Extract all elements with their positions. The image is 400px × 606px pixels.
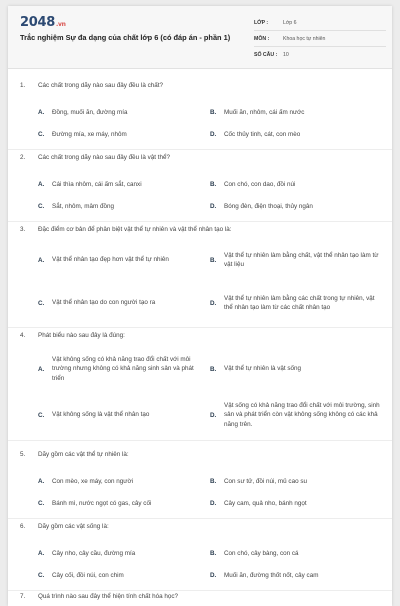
question-number: 6. [20, 523, 26, 530]
question-text: Đặc điểm cơ bản để phân biệt vật thể tự nhiên và vật thể nhân tạo là: [38, 226, 232, 233]
option-letter: A. [38, 181, 45, 189]
option-letter: B. [210, 365, 217, 373]
question-title [20, 226, 382, 233]
logo-main: 2048 [20, 15, 55, 30]
option-letter: C. [38, 500, 45, 508]
option-letter: A. [38, 256, 45, 264]
question-number: 5. [20, 451, 26, 458]
option-text: Vật không sống là vật thể nhân tạo [52, 411, 150, 419]
question-text: Các chất trong dãy nào sau đây đều là vật thể? [38, 154, 170, 161]
question-text: Quá trình nào sau đây thể hiện tính chất hóa học? [38, 593, 179, 600]
meta-label: SỐ CÂU : [254, 51, 278, 58]
option-a[interactable] [38, 549, 196, 558]
option-text: Vật thể tự nhiên là vật sống [224, 365, 302, 373]
meta-value: Khoa học tự nhiên [283, 35, 326, 42]
question-text: Các chất trong dãy nào sau đây đều là chất? [38, 82, 163, 89]
logo-suffix: .vn [55, 21, 66, 28]
question-number: 7. [20, 593, 26, 600]
option-c[interactable] [38, 130, 196, 139]
option-letter: D. [210, 299, 217, 307]
meta-value: Lớp 6 [283, 19, 297, 26]
option-letter: B. [210, 109, 217, 117]
meta-row-count [254, 47, 386, 62]
option-text: Con sư tử, đồi núi, mủ cao su [224, 478, 307, 485]
option-letter: B. [210, 181, 217, 189]
option-text: Bóng đèn, điện thoại, thủy ngân [224, 203, 313, 210]
question-title [20, 451, 382, 458]
option-text: Con mèo, xe máy, con người [52, 478, 134, 485]
option-letter: D. [210, 411, 217, 419]
worksheet-page [8, 6, 392, 606]
option-a[interactable] [38, 180, 196, 189]
option-d[interactable] [210, 284, 380, 322]
option-b[interactable] [210, 350, 380, 388]
question-divider [8, 518, 392, 519]
option-c[interactable] [38, 202, 196, 211]
meta-row-grade [254, 15, 386, 31]
option-d[interactable] [210, 499, 380, 508]
question-title [20, 332, 382, 339]
question-divider [8, 149, 392, 150]
option-letter: C. [38, 572, 45, 580]
option-letter: C. [38, 203, 45, 211]
question-number: 2. [20, 154, 26, 161]
question-text: Dãy gồm các vật sống là: [38, 523, 109, 530]
option-c[interactable] [38, 571, 196, 580]
option-text: Muối ăn, đường thốt nốt, cây cam [224, 572, 319, 579]
question-divider [8, 440, 392, 441]
option-c[interactable] [38, 284, 196, 322]
question-text: Dãy gồm các vật thể tự nhiên là: [38, 451, 129, 458]
option-text: Con chó, cây bàng, con cá [224, 550, 299, 557]
meta-label: MÔN : [254, 35, 270, 42]
option-letter: D. [210, 203, 217, 211]
option-c[interactable] [38, 396, 196, 434]
question-number: 3. [20, 226, 26, 233]
option-b[interactable] [210, 180, 380, 189]
option-a[interactable] [38, 246, 196, 274]
option-text: Sắt, nhôm, mâm đồng [52, 203, 114, 210]
option-text: Đường mía, xe máy, nhôm [52, 131, 127, 138]
worksheet-header [8, 6, 392, 69]
option-text: Vật thể nhân tạo đẹp hơn vật thể tự nhiên [52, 256, 169, 264]
option-letter: B. [210, 550, 217, 558]
option-b[interactable] [210, 108, 380, 117]
meta-table [254, 15, 386, 62]
option-text: Vật không sống có khả năng trao đổi chất với môi trường nhưng không có khả năng sinh sản và phát triển [52, 355, 194, 382]
option-d[interactable] [210, 571, 380, 580]
page-title: Trắc nghiệm Sự đa dạng của chất lớp 6 (có đáp án - phần 1) [20, 33, 231, 42]
option-text: Bánh mì, nước ngọt có gas, cây cối [52, 500, 152, 507]
option-letter: C. [38, 411, 45, 419]
option-letter: B. [210, 256, 217, 264]
question-title [20, 154, 382, 161]
option-text: Muối ăn, nhôm, cái ấm nước [224, 109, 305, 116]
option-d[interactable] [210, 202, 380, 211]
question-divider [8, 327, 392, 328]
question-title [20, 523, 382, 530]
site-logo[interactable] [20, 15, 66, 30]
option-letter: A. [38, 109, 45, 117]
option-text: Vật sống có khả năng trao đổi chất với môi trường, sinh sản và phát triển còn vật không sống không có các khả năng trên. [224, 401, 380, 428]
question-number: 1. [20, 82, 26, 89]
option-text: Vật thể tự nhiên làm bằng các chất trong tự nhiên, vật thể nhân tạo làm từ các chất nhân tạo [224, 294, 375, 311]
option-text: Cây nho, cây cầu, đường mía [52, 550, 136, 557]
option-a[interactable] [38, 350, 196, 388]
question-divider [8, 221, 392, 222]
question-title [20, 82, 382, 89]
option-b[interactable] [210, 246, 380, 274]
question-title [20, 593, 382, 600]
option-letter: D. [210, 572, 217, 580]
option-letter: A. [38, 550, 45, 558]
option-a[interactable] [38, 108, 196, 117]
option-letter: D. [210, 500, 217, 508]
option-a[interactable] [38, 477, 196, 486]
meta-label: LỚP : [254, 19, 269, 26]
option-letter: A. [38, 478, 45, 486]
option-text: Cốc thủy tinh, cát, con mèo [224, 131, 301, 138]
meta-row-subject [254, 31, 386, 47]
option-letter: B. [210, 478, 217, 486]
option-letter: C. [38, 299, 45, 307]
option-text: Vật thể nhân tạo do con người tạo ra [52, 299, 156, 307]
option-letter: D. [210, 131, 217, 139]
option-d[interactable] [210, 130, 380, 139]
option-text: Vật thể tự nhiên làm bằng chất, vật thể nhân tạo làm từ vật liệu [224, 251, 379, 268]
question-text: Phát biểu nào sau đây là đúng: [38, 332, 125, 339]
option-letter: C. [38, 131, 45, 139]
option-text: Cây cam, quả nho, bánh ngọt [224, 500, 307, 507]
meta-value: 10 [283, 51, 289, 58]
question-divider [8, 590, 392, 591]
question-number: 4. [20, 332, 26, 339]
option-text: Cây cối, đồi núi, con chim [52, 572, 124, 579]
option-text: Cái thìa nhôm, cái ấm sắt, canxi [52, 181, 142, 188]
option-text: Con chó, con dao, đồi núi [224, 181, 296, 188]
option-d[interactable] [210, 396, 380, 434]
option-b[interactable] [210, 549, 380, 558]
option-c[interactable] [38, 499, 196, 508]
option-letter: A. [38, 365, 45, 373]
option-b[interactable] [210, 477, 380, 486]
option-text: Đồng, muối ăn, đường mía [52, 109, 128, 116]
